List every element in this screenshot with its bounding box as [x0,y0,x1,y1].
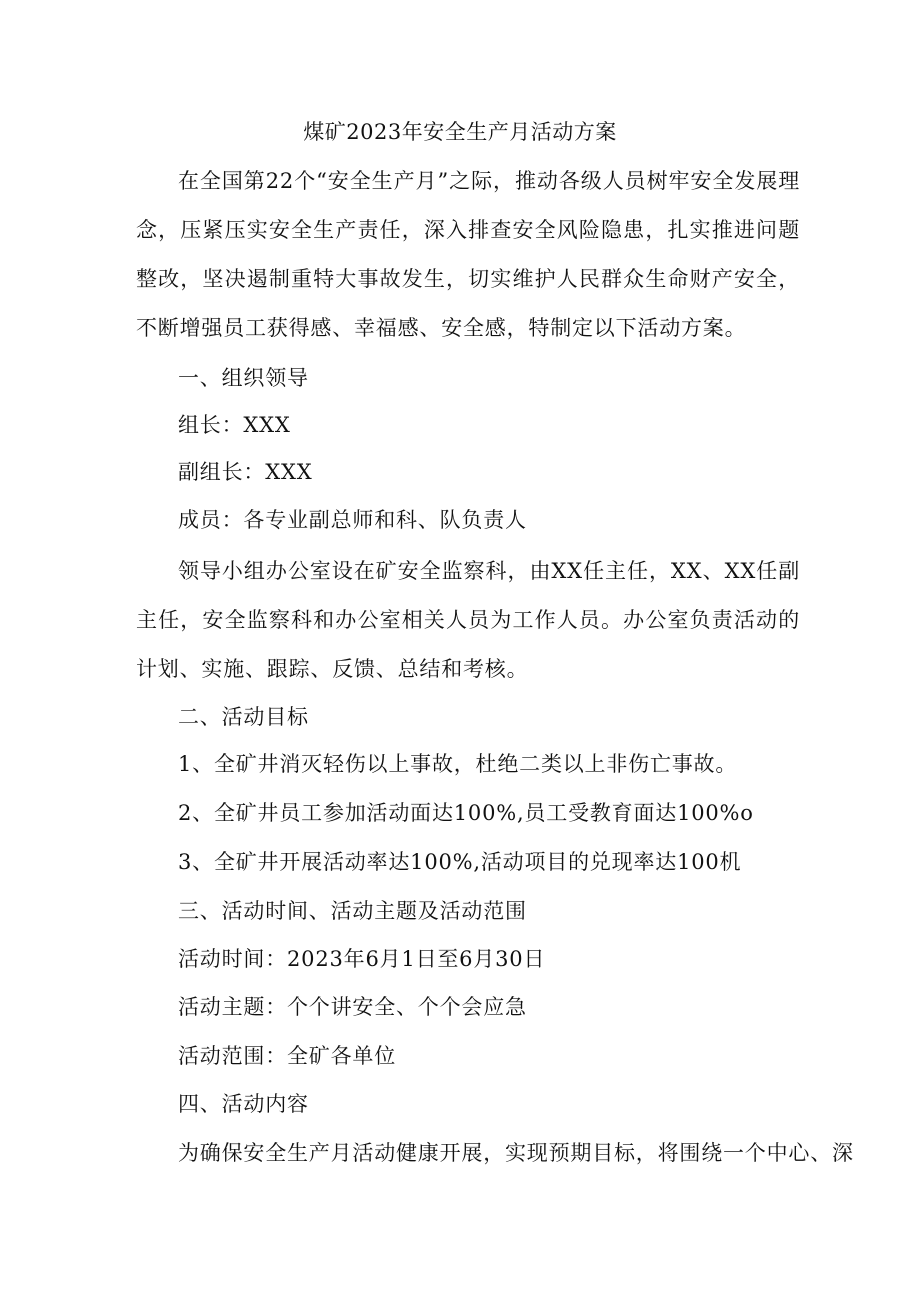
office-paragraph: 领导小组办公室设在矿安全监察科，由XX任主任，XX、XX任副主任，安全监察科和办公室相关人员为工作人员。办公室负责活动的计划、实施、跟踪、反馈、总结和考核。 [136,559,800,681]
members-line: 成员：各专业副总师和科、队负责人 [178,508,527,532]
leader-line: 组长：XXX [178,413,291,437]
section-heading-time-theme-scope: 三、活动时间、活动主题及活动范围 [178,899,527,923]
goal-item-2: 2、全矿井员工参加活动面达100%,员工受教育面达100%o [178,801,754,825]
deputy-leader-line: 副组长：XXX [178,460,313,484]
goal-item-3: 3、全矿井开展活动率达100%,活动项目的兑现率达100机 [178,850,742,874]
activity-time-line: 活动时间：2023年6月1日至6月30日 [178,947,546,971]
document-title: 煤矿2023年安全生产月活动方案 [303,120,617,144]
section-heading-organization: 一、组织领导 [178,366,309,390]
section-heading-goals: 二、活动目标 [178,705,309,729]
activity-scope-line: 活动范围：全矿各单位 [178,1044,396,1068]
intro-paragraph: 在全国第22个“安全生产月”之际，推动各级人员树牢安全发展理念，压紧压实安全生产责任，深入排查安全风险隐患，扎实推进问题整改，坚决遏制重特大事故发生，切实维护人民群众生命财产安全，不断增强员工获得感、幸福感、安全感，特制定以下活动方案。 [136,169,800,340]
section-heading-content: 四、活动内容 [178,1092,309,1116]
goal-item-1: 1、全矿井消灭轻伤以上事故，杜绝二类以上非伤亡事故。 [178,752,738,776]
content-paragraph-start: 为确保安全生产月活动健康开展，实现预期目标，将围绕一个中心、深 [178,1141,854,1165]
activity-theme-line: 活动主题：个个讲安全、个个会应急 [178,995,527,1019]
